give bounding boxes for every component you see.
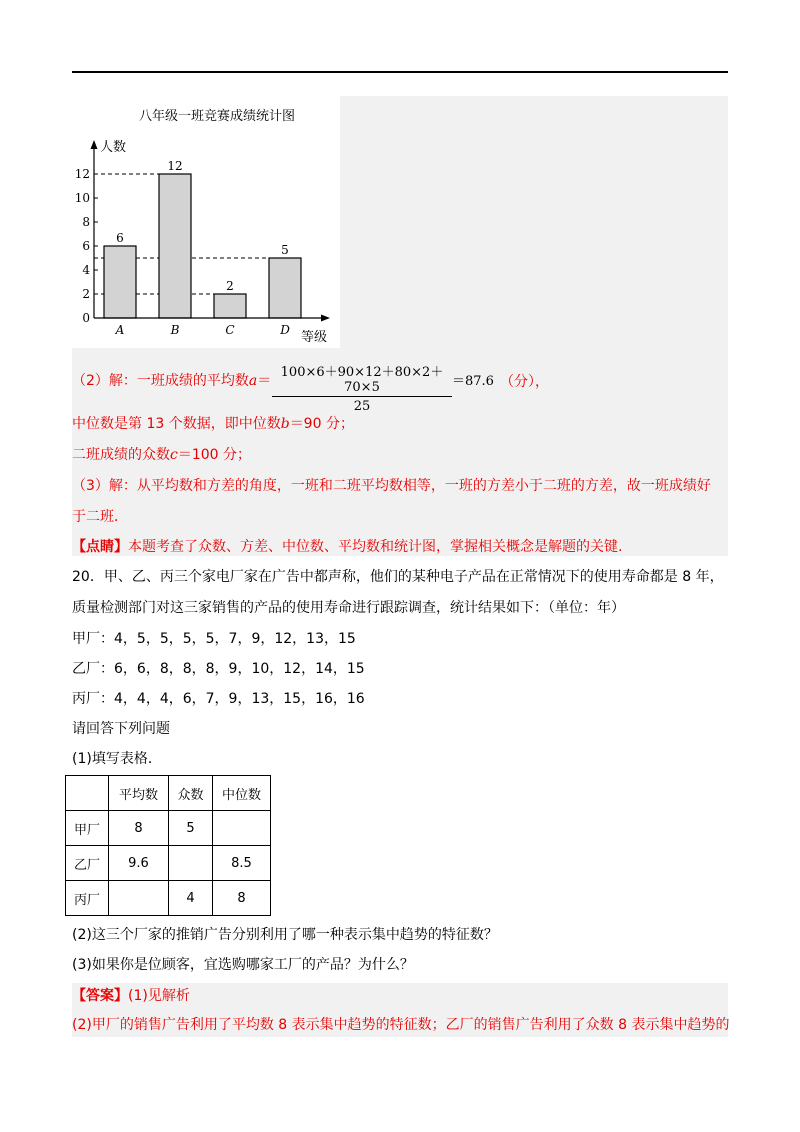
- mean-fraction: [272, 361, 452, 414]
- table-header-cell: 平均数: [109, 776, 169, 811]
- y-tick-label: 10: [74, 191, 90, 205]
- chart-title: 八年级一班竞赛成绩统计图: [138, 109, 296, 124]
- fraction-unit: （分），: [500, 374, 549, 390]
- table-cell: 9.6: [109, 846, 169, 881]
- x-tick-label: C: [225, 323, 235, 337]
- table-cell: 8: [213, 881, 271, 916]
- y-tick-label: 0: [82, 311, 90, 325]
- table-cell: 5: [169, 811, 213, 846]
- y-axis-arrow: [91, 140, 98, 149]
- table-cell: [169, 846, 213, 881]
- comment-text: 本题考查了众数、方差、中位数、平均数和统计图，掌握相关概念是解题的关键.: [128, 539, 623, 555]
- bar-chart: [72, 96, 340, 348]
- question20-line1: 20．甲、乙、丙三个家电厂家在广告中都声称，他们的某种电子产品在正常情况下的使用寿命都是 8 年，: [72, 569, 724, 585]
- table-cell: 甲厂: [66, 811, 109, 846]
- question-prompt: 请回答下列问题: [72, 721, 170, 737]
- y-tick-label: 4: [82, 263, 90, 277]
- factory-a-data: 甲厂：4，5，5，5，5，7，9，12，13，15: [72, 631, 356, 647]
- bar-B: [159, 174, 191, 318]
- x-tick-label: A: [115, 323, 125, 337]
- table-cell: [109, 881, 169, 916]
- part2-question: (2)这三个厂家的推销广告分别利用了哪一种表示集中趋势的特征数？: [72, 927, 498, 943]
- answer-line2: (2)甲厂的销售广告利用了平均数 8 表示集中趋势的特征数；乙厂的销售广告利用了众数 8 表示集中趋势的: [72, 1017, 730, 1033]
- bar-value-label: 6: [116, 231, 124, 245]
- comment: [72, 537, 622, 557]
- x-axis-arrow: [321, 315, 330, 322]
- y-tick-label: 12: [74, 167, 90, 181]
- answer-line1: 【答案】(1)见解析: [72, 988, 190, 1004]
- part3-question: (3)如果你是位顾客，宜选购哪家工厂的产品？为什么？: [72, 957, 414, 973]
- table-cell: 丙厂: [66, 881, 109, 916]
- y-tick-label: 6: [82, 239, 90, 253]
- x-tick-label: D: [280, 323, 290, 337]
- question20-line2: 质量检测部门对这三家销售的产品的使用寿命进行跟踪调查，统计结果如下：（单位：年）: [72, 600, 625, 616]
- bar-value-label: 2: [226, 279, 234, 293]
- comment-tag: 【点睛】: [72, 539, 128, 555]
- bar-value-label: 5: [281, 243, 289, 257]
- part1-label: (1)填写表格．: [72, 751, 162, 767]
- solution3-line1: （3）解：从平均数和方差的角度，一班和二班平均数相等，一班的方差小于二班的方差，故一班成绩好: [72, 478, 711, 494]
- solution3-line2: 于二班．: [72, 509, 128, 525]
- bar-A: [104, 246, 136, 318]
- table-cell: [213, 811, 271, 846]
- answer-tag: 【答案】: [72, 988, 128, 1004]
- bar-value-label: 12: [167, 159, 183, 173]
- table-header-cell: 众数: [169, 776, 213, 811]
- bar-chart-svg: [72, 96, 340, 348]
- factory-b-data: 乙厂：6，6，8，8，8，9，10，12，14，15: [72, 661, 365, 677]
- fraction-denominator: 25: [353, 399, 371, 414]
- y-tick-label: 2: [82, 287, 90, 301]
- bar-D: [269, 258, 301, 318]
- table-cell: 8: [109, 811, 169, 846]
- table-header-cell: 中位数: [213, 776, 271, 811]
- table-row: [66, 881, 271, 916]
- fraction-numerator: 100×6＋90×12＋80×2＋70×5: [272, 361, 452, 397]
- solution2-mode: 二班成绩的众数c＝100 分；: [72, 447, 252, 463]
- solution2-mean: （2）解：一班成绩的平均数a＝: [72, 373, 272, 389]
- table-header-row: [66, 776, 271, 811]
- table-header-cell: [66, 776, 109, 811]
- table-cell: 4: [169, 881, 213, 916]
- stats-table: [65, 775, 271, 916]
- table-row: [66, 846, 271, 881]
- bar-C: [214, 294, 246, 318]
- chart-x-label: 等级: [301, 330, 328, 345]
- table-row: [66, 811, 271, 846]
- fraction-result: ＝87.6: [452, 374, 494, 389]
- table-cell: 8.5: [213, 846, 271, 881]
- factory-c-data: 丙厂：4，4，4，6，7，9，13，15，16，16: [72, 691, 365, 707]
- chart-y-label: 人数: [100, 140, 127, 155]
- y-tick-label: 8: [82, 215, 90, 229]
- solution2-median: 中位数是第 13 个数据，即中位数b＝90 分；: [72, 416, 354, 432]
- header-rule: [72, 71, 728, 73]
- x-tick-label: B: [170, 323, 180, 337]
- table-cell: 乙厂: [66, 846, 109, 881]
